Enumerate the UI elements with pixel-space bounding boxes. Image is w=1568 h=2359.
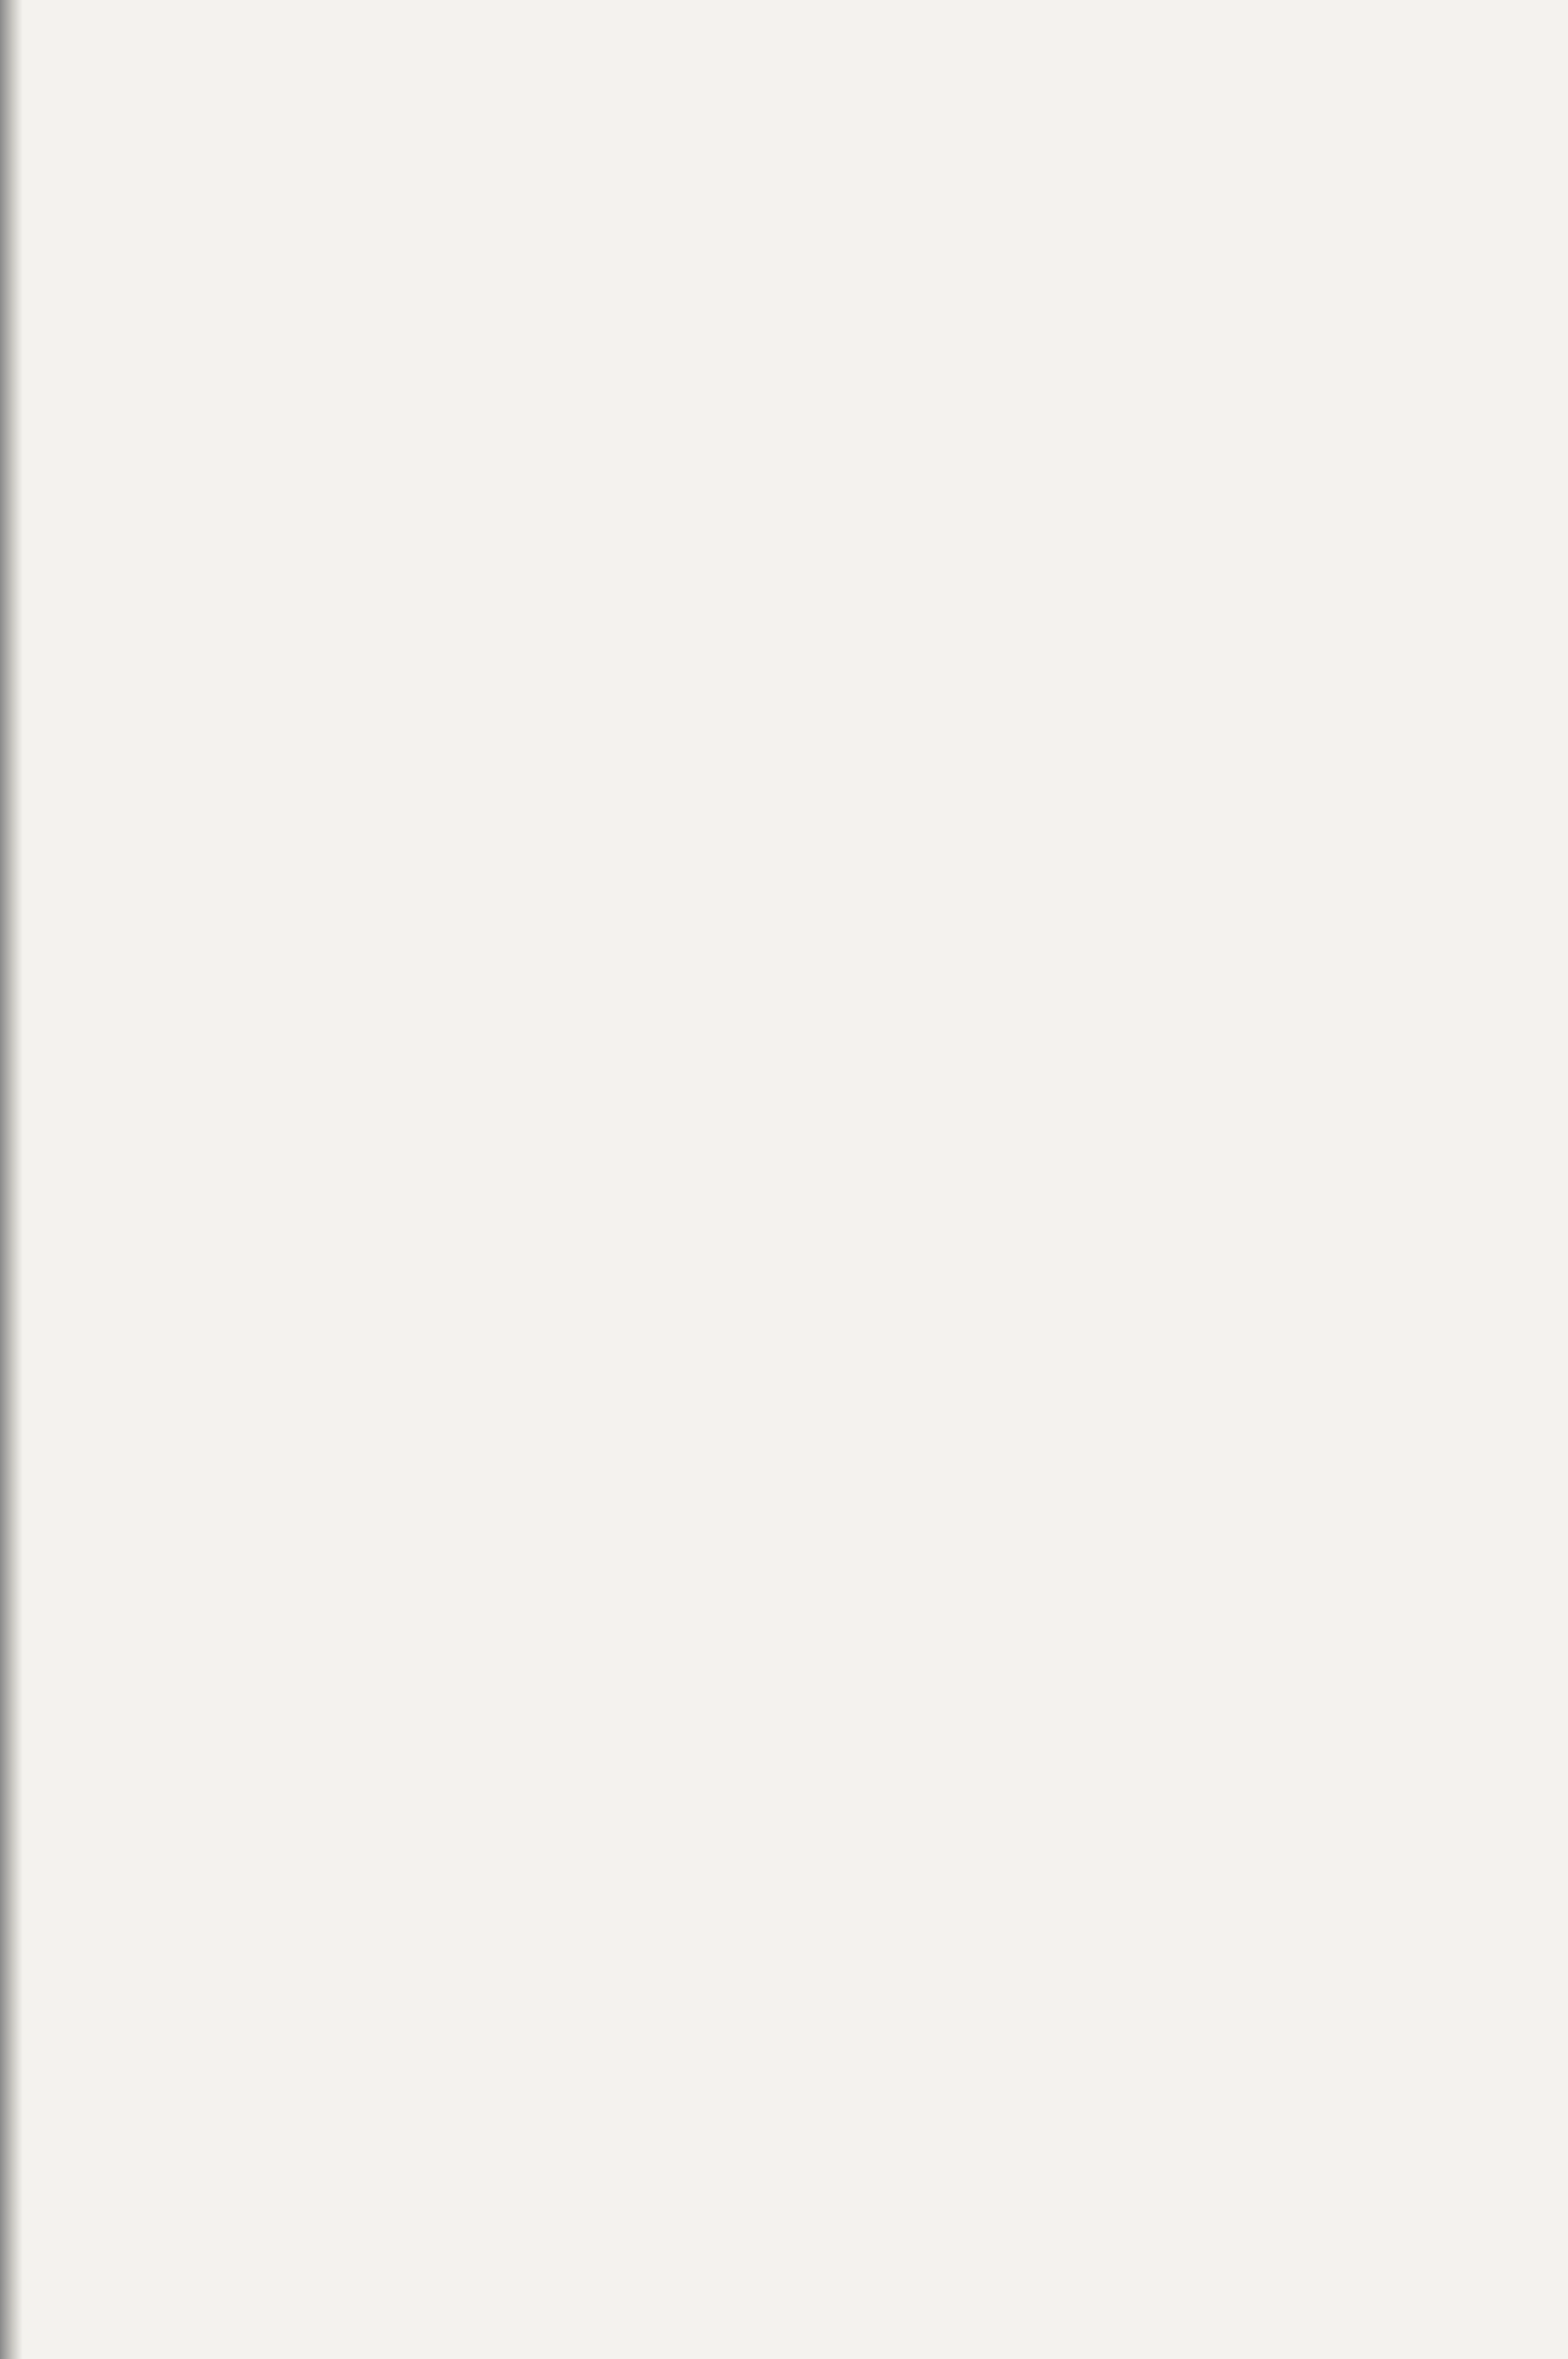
bottom-text-block	[113, 1209, 1416, 2239]
binding-edge	[0, 0, 23, 2359]
top-text-block	[152, 260, 1416, 1291]
